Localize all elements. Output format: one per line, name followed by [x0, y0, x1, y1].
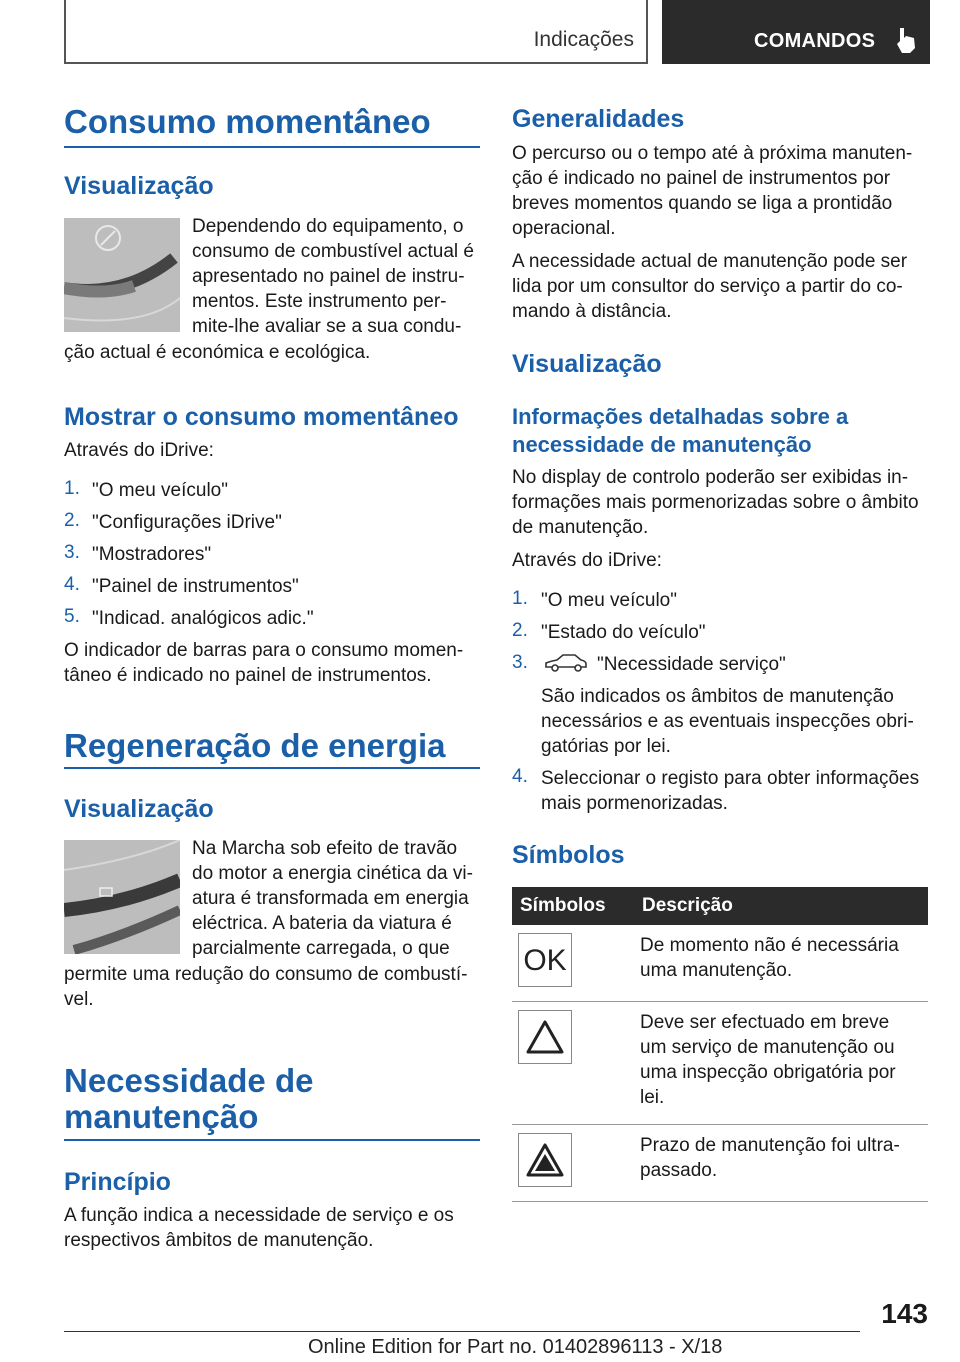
text-line: mando à distância. [512, 301, 672, 322]
text-line: breves momentos quando se liga a prontidão [512, 193, 893, 214]
step-number: 4. [64, 574, 80, 595]
rule [64, 146, 480, 148]
rule [64, 1139, 480, 1141]
step-text: "O meu veículo" [92, 480, 228, 501]
text-line: Dependendo do equipamento, o [192, 216, 464, 237]
description-cell [634, 1125, 928, 1202]
warning-triangle-filled-icon [518, 1133, 572, 1187]
symbols-table [512, 887, 928, 1202]
text-line: lida por um consultor do serviço a partir do co- [512, 276, 903, 297]
text-line: apresentado no painel de instru- [192, 266, 465, 287]
text-line: Seleccionar o registo para obter informações [541, 768, 920, 789]
text-line: mais pormenorizadas. [541, 793, 728, 814]
description-cell [634, 925, 928, 1002]
consumption-gauge-image [64, 218, 180, 332]
text-line: Prazo de manutenção foi ultra- [640, 1135, 900, 1156]
table-row [512, 1125, 928, 1202]
rule [64, 767, 480, 769]
step-number: 3. [512, 652, 528, 673]
heading-regeneracao: Regeneração de energia [64, 727, 446, 764]
text-line: consumo de combustível actual é [192, 241, 474, 262]
heading-manutencao-1: Necessidade de [64, 1062, 314, 1099]
heading-info-1: Informações detalhadas sobre a [512, 404, 849, 429]
hand-pointer-icon [894, 26, 918, 54]
heading-generalidades: Generalidades [512, 105, 685, 133]
text-line: São indicados os âmbitos de manutenção [541, 686, 894, 707]
heading-manutencao-2: manutenção [64, 1098, 259, 1135]
text-line: respectivos âmbitos de manutenção. [64, 1230, 374, 1251]
text-line: vel. [64, 989, 94, 1010]
text-line: necessários e as eventuais inspecções obri- [541, 711, 914, 732]
text-line: Na Marcha sob efeito de travão [192, 838, 458, 859]
text-line: de manutenção. [512, 517, 649, 538]
text-line: atura é transformada em energia [192, 888, 469, 909]
paragraph-consumo-2: ção actual é económica e ecológica. [64, 342, 371, 363]
text-line: Deve ser efectuado em breve [640, 1012, 890, 1033]
step-text: "Indicad. analógicos adic." [92, 608, 314, 629]
footer-rule [64, 1331, 860, 1332]
symbol-cell [512, 1125, 634, 1202]
text-line: eléctrica. A bateria da viatura é [192, 913, 452, 934]
heading-consumo: Consumo momentâneo [64, 103, 431, 140]
heading-principio: Princípio [64, 1168, 171, 1196]
text-line: permite uma redução do consumo de combustí- [64, 964, 468, 985]
footer-edition: Online Edition for Part no. 01402896113 - X/18 [308, 1336, 723, 1358]
energy-gauge-image [64, 840, 180, 954]
text-line: O indicador de barras para o consumo momen- [64, 640, 464, 661]
chapter-tab [662, 0, 930, 64]
text-line: mite-lhe avaliar se a sua condu- [192, 316, 462, 337]
paragraph-atraves: Através do iDrive: [64, 440, 214, 461]
text-line: O percurso ou o tempo até à próxima manuten- [512, 143, 913, 164]
text-line: um serviço de manutenção ou [640, 1037, 895, 1058]
step-number: 4. [512, 766, 528, 787]
heading-visualizacao: Visualização [64, 795, 214, 823]
heading-mostrar: Mostrar o consumo momentâneo [64, 403, 459, 431]
text-line: gatórias por lei. [541, 736, 671, 757]
symbol-cell [512, 1002, 634, 1125]
table-row [512, 1002, 928, 1125]
step-text: "Estado do veículo" [541, 622, 706, 643]
paragraph-regen-1 [192, 836, 482, 961]
text-line: uma manutenção. [640, 960, 793, 981]
paragraph-regen-2 [64, 962, 467, 1012]
step-text: "Painel de instrumentos" [92, 576, 299, 597]
text-line: formações mais pormenorizadas sobre o âmbito [512, 492, 919, 513]
paragraph-generalidades-1 [512, 141, 912, 241]
step-number: 5. [64, 606, 80, 627]
text-line: A necessidade actual de manutenção pode ser [512, 251, 908, 272]
table-header-row [512, 887, 928, 925]
heading-info-2: necessidade de manutenção [512, 432, 812, 457]
step-number: 1. [512, 588, 528, 609]
step-number: 2. [64, 510, 80, 531]
step-number: 3. [64, 542, 80, 563]
ok-symbol-text: OK [523, 943, 567, 977]
heading-visualizacao: Visualização [512, 350, 662, 378]
text-line: No display de controlo poderão ser exibidas in- [512, 467, 909, 488]
section-title: Indicações [533, 28, 634, 51]
text-line: A função indica a necessidade de serviço e os [64, 1205, 454, 1226]
text-line: ção é indicado no painel de instrumentos por [512, 168, 891, 189]
text-line: operacional. [512, 218, 616, 239]
step-text: "O meu veículo" [541, 590, 677, 611]
paragraph-atraves: Através do iDrive: [512, 550, 662, 571]
column-header: Símbolos [512, 887, 634, 925]
paragraph-barras [64, 638, 463, 688]
page-number: 143 [881, 1298, 928, 1329]
heading-visualizacao: Visualização [64, 172, 214, 200]
text-line: De momento não é necessária [640, 935, 899, 956]
step-number: 1. [64, 478, 80, 499]
chapter-tab-label: COMANDOS [754, 30, 876, 52]
paragraph-consumo-1 [192, 214, 482, 339]
text-line: passado. [640, 1160, 718, 1181]
symbol-cell [512, 925, 634, 1002]
text-line: do motor a energia cinética da vi- [192, 863, 473, 884]
text-line: tâneo é indicado no painel de instrumentos. [64, 665, 432, 686]
column-header: Descrição [634, 887, 928, 925]
warning-triangle-icon [518, 1010, 572, 1064]
car-icon [543, 652, 589, 674]
paragraph-generalidades-2 [512, 249, 907, 324]
paragraph-principio [64, 1203, 454, 1253]
text-line: lei. [640, 1087, 665, 1108]
text-line: uma inspecção obrigatória por [640, 1062, 896, 1083]
step-text [541, 766, 919, 816]
text-line: parcialmente carregada, o que [192, 938, 450, 959]
ok-icon [518, 933, 572, 987]
paragraph-display [512, 465, 919, 540]
step-text: "Configurações iDrive" [92, 512, 282, 533]
table-row [512, 925, 928, 1002]
description-cell [634, 1002, 928, 1125]
step-text: "Mostradores" [92, 544, 212, 565]
text-line: mentos. Este instrumento per- [192, 291, 447, 312]
heading-simbolos: Símbolos [512, 841, 625, 869]
step-description [541, 684, 914, 759]
step-number: 2. [512, 620, 528, 641]
step-text: "Necessidade serviço" [597, 654, 786, 675]
